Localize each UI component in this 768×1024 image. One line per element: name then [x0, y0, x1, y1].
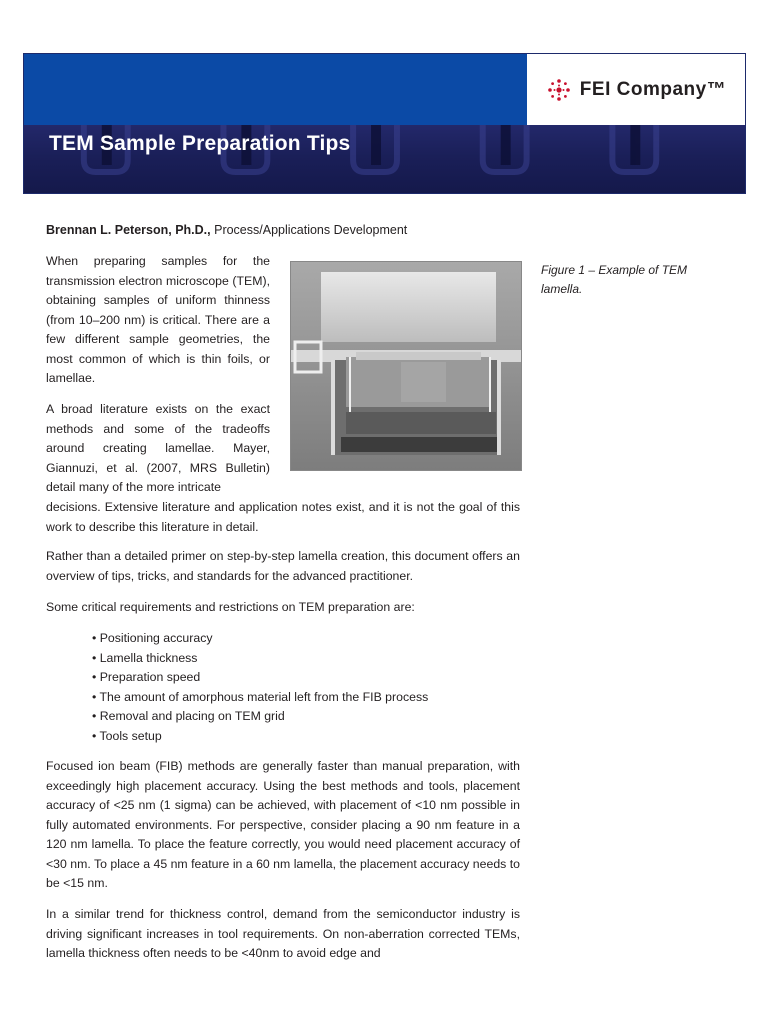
paragraph-3: Rather than a detailed primer on step-by-step lamella creation, this document offers an overview of tips, tricks, and standards for the advanced practitioner. [46, 549, 520, 583]
header-banner [23, 53, 746, 194]
list-item: • Tools setup [92, 728, 162, 743]
author-name: Brennan L. Peterson, Ph.D., [46, 223, 211, 237]
list-item: • The amount of amorphous material left from the FIB process [92, 689, 429, 704]
paragraph-6: In a similar trend for thickness control, demand from the semiconductor industry is driving significant increases in tool requirements. On non-aberration corrected TEMs, lamella thickness often needs to be <40nm to avoid edge and [46, 907, 520, 960]
tem-lamella-image [291, 262, 521, 470]
paragraph-1: When preparing samples for the transmission electron microscope (TEM), obtaining samples of uniform thinness (from 10–200 nm) is critical. There are a few different sample geometries, the most common of which is thin foils, or lamellae. [46, 254, 270, 385]
requirements-list [92, 629, 428, 746]
list-item: • Removal and placing on TEM grid [92, 709, 285, 723]
document-title: TEM Sample Preparation Tips [49, 132, 351, 155]
paragraph-2-rest: decisions. Extensive literature and application notes exist, and it is not the goal of this work to describe this literature in detail. [46, 500, 520, 534]
brand-name: FEI Company™ [579, 78, 727, 100]
paragraph-5: Focused ion beam (FIB) methods are generally faster than manual preparation, with exceedingly high placement accuracy. Using the best methods and tools, placement accuracy of <25 nm (1 sigma) can be achieved, with placement of <10 nm possible in fully automated environments. For perspective, consider placing a 90 nm feature in a 120 nm lamella. To place the feature correctly, you would need placement accuracy of <30 nm. To place a 45 nm feature in a 60 nm lamella, the placement accuracy needs to be <15 nm. [46, 759, 520, 890]
company-logo [527, 54, 745, 125]
figure-caption: Figure 1 – Example of TEM lamella. [541, 263, 688, 296]
paragraph-4: Some critical requirements and restrictions on TEM preparation are: [46, 600, 415, 614]
author-role: Process/Applications Development [214, 223, 408, 237]
list-item: • Lamella thickness [92, 650, 198, 665]
list-item: • Preparation speed [92, 670, 201, 684]
list-item: • Positioning accuracy [92, 631, 213, 645]
byline [46, 223, 407, 237]
tem-lamella-figure [290, 261, 522, 471]
fei-logo-icon [546, 77, 572, 103]
paragraph-2-top: A broad literature exists on the exact methods and some of the tradeoffs around creating lamellae. Mayer, Giannuzi, et al. (2007, MRS Bulletin) detail many of the more intricate [46, 402, 270, 494]
